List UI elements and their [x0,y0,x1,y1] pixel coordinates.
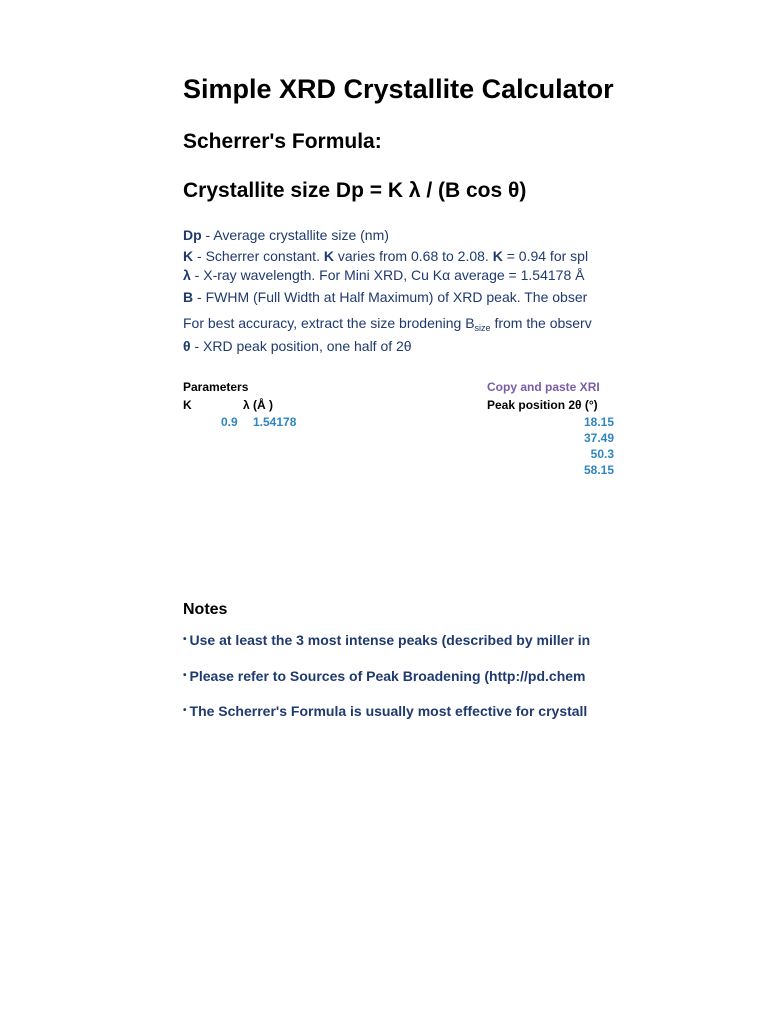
definition-theta [183,337,412,355]
bullet-icon: • [183,634,187,645]
definition-lambda [183,266,584,284]
peak-position-cell[interactable]: 18.15 [583,415,614,429]
definition-text: - X-ray wavelength. For Mini XRD, Cu Kα average = 1.54178 Å [190,267,585,283]
size-subscript: size [474,323,491,333]
peak-position-cell[interactable]: 58.15 [583,463,614,477]
definition-symbol: Dp [183,227,202,243]
k-value-cell[interactable]: 0.9 [221,415,238,429]
note-item [183,631,590,649]
definition-symbol: B [183,289,194,305]
bullet-icon: • [183,670,187,681]
definition-symbol: θ [183,338,191,354]
note-text: The Scherrer's Formula is usually most effective for crystall [189,703,588,719]
definition-text: from the observ [490,315,592,331]
note-text: Use at least the 3 most intense peaks (described by miller in [189,632,591,648]
definition-text: = 0.94 for spl [502,248,589,264]
definition-text: - FWHM (Full Width at Half Maximum) of XRD peak. The obser [193,289,588,305]
definition-k [183,247,588,265]
peak-position-list [540,414,614,478]
definition-symbol: K [183,248,194,264]
note-item [183,667,586,685]
lambda-value-cell[interactable]: 1.54178 [253,415,297,429]
page-title: Simple XRD Crystallite Calculator [183,74,614,104]
xrd-table-heading: Copy and paste XRI [487,380,600,394]
k-column-label: K [183,398,192,412]
definition-text: - Scherrer constant. [193,248,324,264]
definition-symbol: λ [183,267,191,283]
note-item [183,702,587,720]
definition-symbol: K [492,248,503,264]
lambda-column-label: λ (Å ) [243,398,273,412]
peak-position-cell[interactable]: 50.3 [590,447,614,461]
definition-text: varies from 0.68 to 2.08. [333,248,493,264]
peak-position-cell[interactable]: 37.49 [583,431,614,445]
definition-b [183,288,587,306]
notes-heading: Notes [183,601,228,618]
note-text: Please refer to Sources of Peak Broadening (http://pd.chem [189,668,586,684]
bullet-icon: • [183,705,187,716]
definition-symbol: K [323,248,334,264]
formula-heading: Scherrer's Formula: [183,130,382,153]
definition-text: For best accuracy, extract the size brodening B [183,315,475,331]
definition-accuracy [183,314,592,337]
peak-position-column-label: Peak position 2θ (°) [487,398,598,412]
definition-text: - Average crystallite size (nm) [201,227,389,243]
scherrer-formula: Crystallite size Dp = K λ / (B cos θ) [183,179,527,202]
definition-text: - XRD peak position, one half of 2θ [190,338,412,354]
definition-dp [183,226,389,244]
parameters-heading: Parameters [183,380,249,394]
